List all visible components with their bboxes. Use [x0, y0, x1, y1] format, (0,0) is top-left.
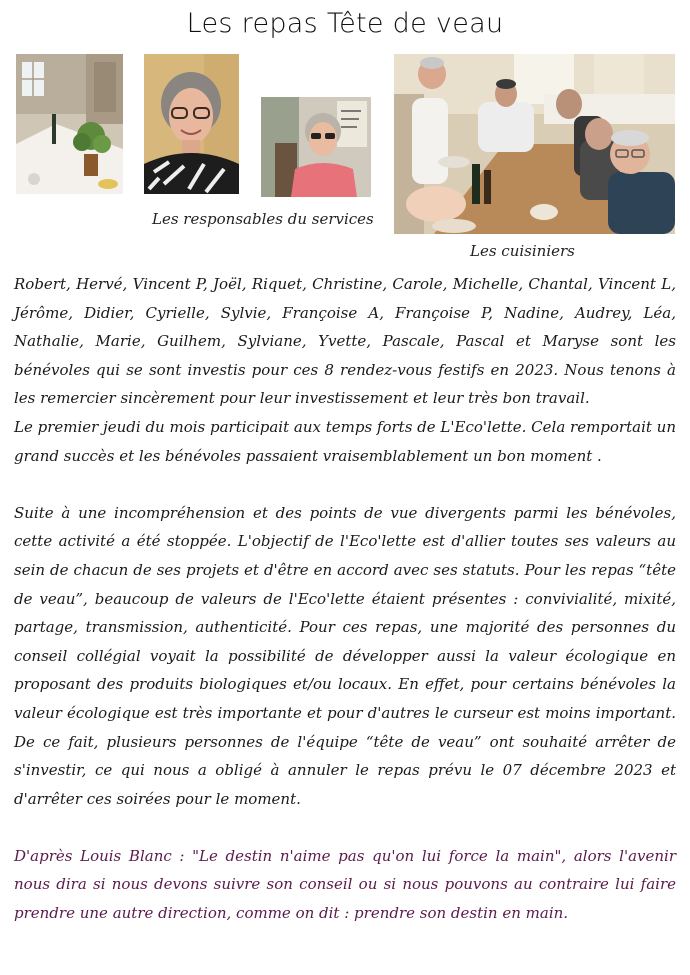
volunteers-paragraph: Robert, Hervé, Vincent P, Joël, Riquet, Christine, Carole, Michelle, Chantal, Vincent L, Jérôme, Didier, Cyrielle, Sylvie, Françoise A, Françoise P, Nadine, Audrey, Léa, Nathalie, Marie, Guilhem, Sylviane, Yvette, Pascale, Pascal et Maryse sont les bénévoles qui se sont investis pour ces 8 rendez-vous festifs en 2023. Nous tenons à les remercier sincèrement pour leur investissement et leur très bon travail. [14, 275, 676, 408]
first-thursday-paragraph: Le premier jeudi du mois participait aux temps forts de L'Eco'lette. Cela remportait un grand succès et les bénévoles passaient vraisemblablement un bon moment . [14, 417, 676, 465]
stopped-activity-paragraph: Suite à une incompréhension et des points de vue divergents parmi les bénévoles, cette activité a été stoppée. L'objectif de l'Eco'lette est d'allier toutes ses valeurs au sein de chacun de ses projets et d'être en accord avec ses statuts. Pour les repas “tête de veau”, beaucoup de valeurs de l'Eco'lette étaient présentes : convivialité, mixité, partage, transmission, authenticité. Pour ces repas, une majorité des personnes du conseil collégial voyait la possibilité de développer aussi la valeur écologique en proposant des produits biologiques et/ou locaux. En effet, pour certains bénévoles la valeur écologique est très importante et pour d'autres le curseur est moins important. De ce fait, plusieurs personnes de l'équipe “tête de veau” ont souhaité arrêter de s'investir, ce qui nous a obligé à annuler le repas prévu le 07 décembre 2023 et d'arrêter ces soirées pour le moment. [14, 503, 676, 808]
paragraph-gap [14, 470, 676, 499]
caption-cuisiniers: Les cuisiniers [470, 242, 575, 260]
page-title: Les repas Tête de veau [186, 8, 504, 39]
portrait-photo-1 [144, 54, 239, 194]
dining-room-photo [16, 54, 123, 194]
article-body [14, 270, 676, 928]
cooks-photo [394, 54, 675, 234]
portrait-photo-2 [261, 97, 371, 197]
louis-blanc-quote: D'après Louis Blanc : "Le destin n'aime pas qu'on lui force la main", alors l'avenir nous dira si nous devons suivre son conseil ou si nous pouvons au contraire lui faire prendre une autre direction, comme on dit : prendre son destin en main. [14, 846, 676, 923]
paragraph-gap [14, 813, 676, 842]
caption-responsables: Les responsables du services [152, 210, 374, 228]
